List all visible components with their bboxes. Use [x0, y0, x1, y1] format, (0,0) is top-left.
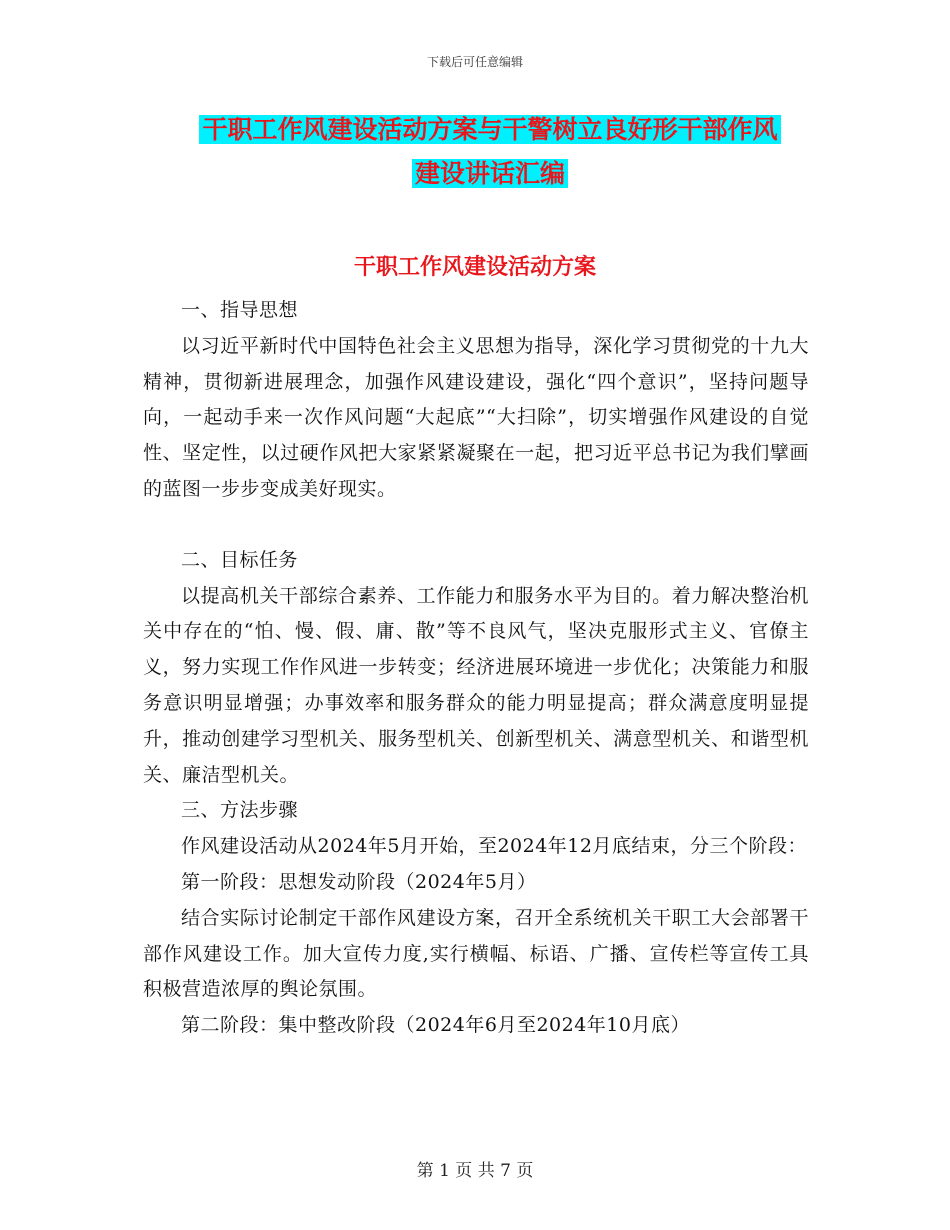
page-footer: 第 1 页 共 7 页 [416, 1161, 534, 1181]
paragraph-methods: 作风建设活动从2024年5月开始，至2024年12月底结束，分三个阶段： [181, 835, 807, 858]
section-title: 干职工作风建设活动方案 [353, 255, 596, 280]
paragraph-stage-two: 第二阶段：集中整改阶段（2024年6月至2024年10月底） [181, 1014, 690, 1037]
title-line-1: 干职工作风建设活动方案与干警树立良好形干部作风 [199, 115, 780, 144]
heading-guiding-thought: 一、指导思想 [181, 299, 299, 321]
header-note: 下载后可任意编辑 [426, 55, 523, 69]
heading-goals: 二、目标任务 [181, 548, 299, 571]
document-title [170, 108, 810, 196]
heading-methods: 三、方法步骤 [181, 799, 299, 822]
title-line-2: 建设讲话汇编 [412, 159, 568, 188]
paragraph-goals: 以提高机关干部综合素养、工作能力和服务水平为目的。着力解决整治机关中存在的“怕、慢、假、庸、散”等不良风气，坚决克服形式主义、官僚主义，努力实现工作作风进一步转变；经济进展环境进一步优化；决策能力和服务意识明显增强；办事效率和服务群众的能力明显提高；群众满意度明显提升，推动创建学习型机关、服务型机关、创新型机关、满意型机关、和谐型机关、廉洁型机关。 [143, 584, 809, 786]
document-body [143, 293, 809, 1044]
paragraph-stage-one-detail: 结合实际讨论制定干部作风建设方案，召开全系统机关干职工大会部署干部作风建设工作。加大宣传力度,实行横幅、标语、广播、宣传栏等宣传工具积极营造浓厚的舆论氛围。 [143, 906, 809, 1001]
paragraph-stage-one: 第一阶段：思想发动阶段（2024年5月） [181, 870, 537, 893]
paragraph-guiding-thought: 以习近平新时代中国特色社会主义思想为指导，深化学习贯彻党的十九大精神，贯彻新进展理念，加强作风建设建设，强化“四个意识”，坚持问题导向，一起动手来一次作风问题“大起底”“大扫除”，切实增强作风建设的自觉性、坚定性，以过硬作风把大家紧紧凝聚在一起，把习近平总书记为我们擘画的蓝图一步步变成美好现实。 [143, 334, 809, 500]
